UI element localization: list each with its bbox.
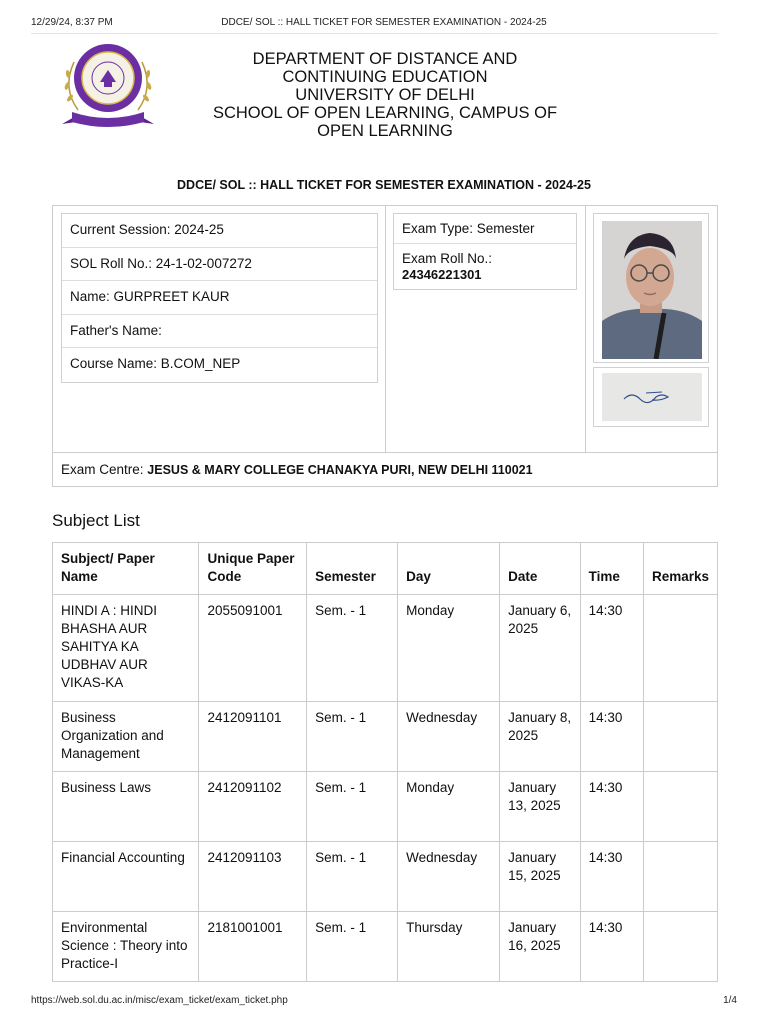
column-header: Day — [398, 543, 500, 595]
exam-day: Monday — [398, 595, 500, 702]
subject-name: Business Organization and Management — [53, 702, 199, 772]
institution-line: SCHOOL OF OPEN LEARNING, CAMPUS OF — [212, 104, 558, 122]
exam-type: Exam Type: Semester — [394, 214, 576, 244]
column-header: Unique Paper Code — [199, 543, 307, 595]
exam-time: 14:30 — [580, 595, 643, 702]
column-header: Date — [500, 543, 581, 595]
institution-line: DEPARTMENT OF DISTANCE AND — [252, 50, 518, 68]
course-name: Course Name: B.COM_NEP — [70, 356, 241, 371]
subject-table — [52, 542, 718, 982]
column-divider — [585, 206, 586, 452]
exam-day: Monday — [398, 772, 500, 842]
header-divider — [31, 33, 718, 34]
paper-code: 2412091103 — [199, 842, 307, 912]
table-row — [53, 772, 718, 842]
student-name: Name: GURPREET KAUR — [62, 281, 377, 315]
institution-line: UNIVERSITY OF DELHI — [295, 86, 475, 104]
exam-roll-label: Exam Roll No.: — [402, 251, 493, 266]
university-seal-icon — [56, 40, 160, 132]
column-divider — [385, 206, 386, 452]
student-details-panel — [52, 205, 718, 487]
exam-day: Wednesday — [398, 702, 500, 772]
fathers-name: Father's Name: — [62, 315, 377, 349]
subject-list-heading: Subject List — [52, 511, 140, 530]
print-footer — [31, 995, 737, 1006]
exam-roll-number: 24346221301 — [402, 267, 482, 282]
semester: Sem. - 1 — [307, 595, 398, 702]
current-session: Current Session: 2024-25 — [62, 214, 377, 248]
subject-name: Business Laws — [53, 772, 199, 842]
table-row — [53, 702, 718, 772]
student-signature — [602, 373, 702, 421]
page-url[interactable]: https://web.sol.du.ac.in/misc/exam_ticket/exam_ticket.php — [31, 995, 288, 1006]
column-header: Time — [580, 543, 643, 595]
exam-date: January 6, 2025 — [500, 595, 581, 702]
photo-frame — [593, 213, 709, 363]
exam-day: Wednesday — [398, 842, 500, 912]
column-header: Subject/ Paper Name — [53, 543, 199, 595]
semester: Sem. - 1 — [307, 772, 398, 842]
paper-code: 2181001001 — [199, 912, 307, 982]
exam-info-list — [393, 213, 577, 290]
exam-centre-label: Exam Centre: — [61, 462, 144, 477]
remarks — [643, 595, 717, 702]
remarks — [643, 702, 717, 772]
exam-roll — [394, 244, 576, 289]
exam-day: Thursday — [398, 912, 500, 982]
exam-time: 14:30 — [580, 702, 643, 772]
remarks — [643, 912, 717, 982]
student-photo — [602, 221, 702, 359]
exam-date: January 8, 2025 — [500, 702, 581, 772]
sol-roll-number: SOL Roll No.: 24-1-02-007272 — [62, 248, 377, 282]
column-header: Semester — [307, 543, 398, 595]
exam-date: January 16, 2025 — [500, 912, 581, 982]
exam-centre — [61, 462, 533, 477]
semester: Sem. - 1 — [307, 912, 398, 982]
hall-ticket-title: DDCE/ SOL :: HALL TICKET FOR SEMESTER EXAMINATION - 2024-25 — [177, 178, 591, 192]
row-divider — [53, 452, 717, 453]
table-row — [53, 912, 718, 982]
exam-date: January 15, 2025 — [500, 842, 581, 912]
exam-centre-value: JESUS & MARY COLLEGE CHANAKYA PURI, NEW DELHI 110021 — [147, 463, 533, 477]
exam-date: January 13, 2025 — [500, 772, 581, 842]
paper-code: 2412091102 — [199, 772, 307, 842]
column-header: Remarks — [643, 543, 717, 595]
exam-time: 14:30 — [580, 772, 643, 842]
print-page-title: DDCE/ SOL :: HALL TICKET FOR SEMESTER EXAMINATION - 2024-25 — [221, 17, 547, 28]
paper-code: 2055091001 — [199, 595, 307, 702]
table-row — [53, 842, 718, 912]
institution-line: CONTINUING EDUCATION — [282, 68, 488, 86]
remarks — [643, 842, 717, 912]
semester: Sem. - 1 — [307, 842, 398, 912]
paper-code: 2412091101 — [199, 702, 307, 772]
semester: Sem. - 1 — [307, 702, 398, 772]
subject-name: HINDI A : HINDI BHASHA AUR SAHITYA KA UDBHAV AUR VIKAS-KA — [53, 595, 199, 702]
subject-name: Financial Accounting — [53, 842, 199, 912]
exam-time: 14:30 — [580, 842, 643, 912]
exam-time: 14:30 — [580, 912, 643, 982]
subject-name: Environmental Science : Theory into Practice-I — [53, 912, 199, 982]
table-row — [53, 595, 718, 702]
print-datetime: 12/29/24, 8:37 PM — [31, 17, 113, 28]
institution-line: OPEN LEARNING — [317, 122, 453, 140]
table-header-row — [53, 543, 718, 595]
institution-name — [190, 50, 580, 140]
signature-frame — [593, 367, 709, 427]
print-header — [0, 0, 768, 34]
student-info-list — [61, 213, 378, 383]
remarks — [643, 772, 717, 842]
page-number: 1/4 — [723, 995, 737, 1006]
